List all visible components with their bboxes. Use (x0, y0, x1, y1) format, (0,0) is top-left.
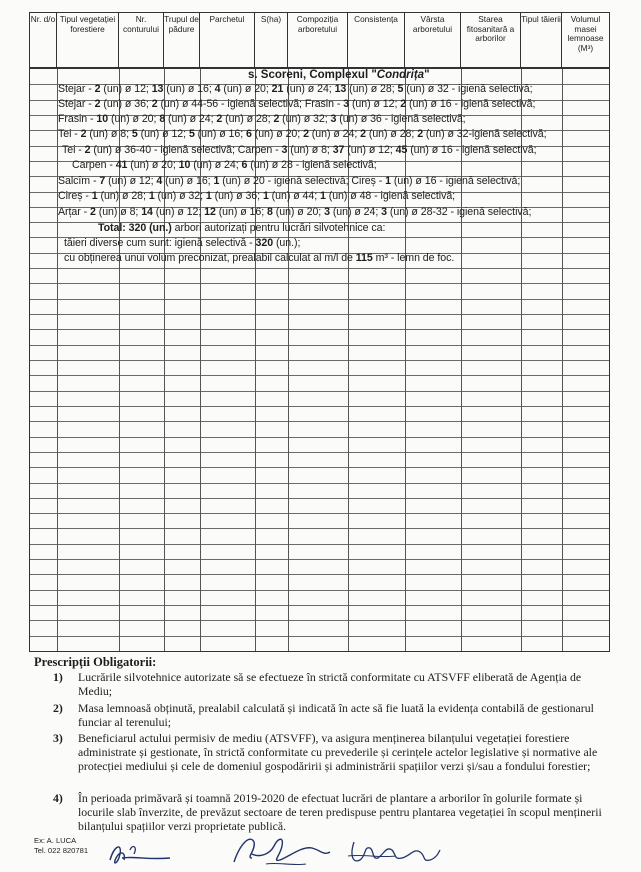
grid-row-line (30, 268, 609, 269)
grid-row-line (30, 590, 609, 591)
grid-row-line (30, 605, 609, 606)
col-header-cut-type: Tipul tăierii (520, 12, 561, 68)
grid-row-line (30, 360, 609, 361)
table-row: Salcîm - 7 (un) ø 12; 4 (un) ø 16; 1 (un) ø 20 - igienă selectivă; Cireș - 1 (un) ø 16 - igienă selectivă; (58, 175, 521, 187)
grid-row-line (30, 636, 609, 637)
grid-column-line (57, 69, 58, 651)
grid-row-line (30, 483, 609, 484)
grid-row-line (30, 544, 609, 545)
signature-1-icon (104, 836, 176, 870)
prescriptions-title: Prescripții Obligatorii: (34, 655, 157, 669)
col-header-parcel: Parchetul (199, 12, 254, 68)
grid-row-line (30, 513, 609, 514)
grid-row-line (30, 574, 609, 575)
signature-2-icon (226, 828, 336, 872)
grid-column-line (562, 69, 563, 651)
table-row: Carpen - 41 (un) ø 20; 10 (un) ø 24; 6 (un) ø 28 - igienă selectivă; (72, 159, 377, 171)
col-header-volume: Volumul masei lemnoase (M³) (561, 12, 610, 68)
col-header-contour-nr: Nr. conturului (118, 12, 163, 68)
grid-row-line (30, 375, 609, 376)
prescription-item-3: 3) Beneficiarul actului permisiv de mediu (ATSVFF), va asigura menținerea bilanțului vegetației forestiere administrate și gestionate, în strictă conformitate cu prevederile și cerințele actelor legislative și normative ale protecției mediului și cele de domeniul gospodăririi și administrării spațiilor verzi și/sau a fondului forestier; (53, 731, 598, 774)
table-row: Arțar - 2 (un) ø 8; 14 (un) ø 12; 12 (un) ø 16; 8 (un) ø 20; 3 (un) ø 24; 3 (un) ø 28-32 - igienă selectivă; (58, 206, 532, 218)
summary-volume: cu obținerea unui volum preconizat, prealabil calculat al m/l de 115 m³ - lemn de foc. (64, 252, 455, 264)
table-row: Stejar - 2 (un) ø 36; 2 (un) ø 44-56 - igienă selectivă; Frasin - 3 (un) ø 12; 2 (un) ø 16 - igienă selectivă; (58, 98, 536, 110)
grid-row-line (30, 620, 609, 621)
prescription-item-1: 1) Lucrările silvotehnice autorizate să se efectueze în strictă conformitate cu ATSVFF eliberată de Agenția de Mediu; (53, 670, 582, 699)
signature-3-icon (344, 834, 444, 870)
grid-row-line (30, 283, 609, 284)
grid-row-line (30, 467, 609, 468)
grid-row-line (30, 329, 609, 330)
grid-row-line (30, 452, 609, 453)
col-header-vegetation-type: Tipul vegetației forestiere (56, 12, 118, 68)
summary-total: Total: 320 (un.) arbori autorizați pentru lucrări silvotehnice ca: (98, 222, 386, 234)
grid-row-line (30, 559, 609, 560)
table-row: Cireș - 1 (un) ø 28; 1 (un) ø 32; 1 (un) ø 36; 1 (un) ø 44; 1 (un) ø 48 - igienă selectivă; (58, 190, 456, 202)
col-header-composition: Compoziția arboretului (287, 12, 347, 68)
col-header-nr: Nr. d/o (29, 12, 56, 68)
table-row: Tei - 2 (un) ø 36-40 - igienă selectivă; Carpen - 3 (un) ø 8; 37 (un) ø 12; 45 (un) ø 16 - igienă selectivă; (62, 144, 537, 156)
section-title: s. Scoreni, Complexul "Condrița" (248, 69, 430, 81)
grid-row-line (30, 406, 609, 407)
grid-row-line (30, 498, 609, 499)
grid-row-line (30, 391, 609, 392)
col-header-area: S(ha) (254, 12, 287, 68)
table-row: Tei - 2 (un) ø 8; 5 (un) ø 12; 5 (un) ø 16; 6 (un) ø 20; 2 (un) ø 24; 2 (un) ø 28; 2 (un) ø 32-igienă selectivă; (58, 128, 547, 140)
grid-row-line (30, 421, 609, 422)
table-row: Frasin - 10 (un) ø 20; 8 (un) ø 24; 2 (un) ø 28; 2 (un) ø 32; 3 (un) ø 36 - igienă selectivă; (58, 113, 466, 125)
grid-row-line (30, 314, 609, 315)
grid-row-line (30, 437, 609, 438)
prescription-item-2: 2) Masa lemnoasă obținută, prealabil calculată și indicată în acte să fie luată la evidența contabilă de gestionarul funciar al terenului; (53, 701, 594, 730)
col-header-consistency: Consistența (347, 12, 404, 68)
executor-phone: Tel. 022 820781 (34, 846, 89, 855)
table-row: Stejar - 2 (un) ø 12; 13 (un) ø 16; 4 (un) ø 20; 21 (un) ø 24; 13 (un) ø 28; 5 (un) ø 32 - igienă selectivă; (58, 83, 533, 95)
col-header-phytosanitary: Starea fitosanitară a arborilor (460, 12, 520, 68)
grid-row-line (30, 345, 609, 346)
grid-row-line (30, 528, 609, 529)
executor-name: Ex: A. LUCA (34, 836, 77, 845)
prescription-item-4: 4) În perioada primăvară și toamnă 2019-2020 de efectuat lucrări de plantare a arborilor în golurile formate și locurile slab înverzite, de prevăzut sectoare de teren predispuse pentru plantarea vegetației în scopul menținerii bilanțului spațiilor verzi proprietate publică. (53, 791, 602, 834)
grid-row-line (30, 299, 609, 300)
col-header-forest-body: Trupul de pădure (163, 12, 199, 68)
summary-cuts: tăieri diverse cum sunt: igienă selectivă - 320 (un.); (64, 237, 301, 249)
col-header-age: Vârsta arboretului (404, 12, 460, 68)
